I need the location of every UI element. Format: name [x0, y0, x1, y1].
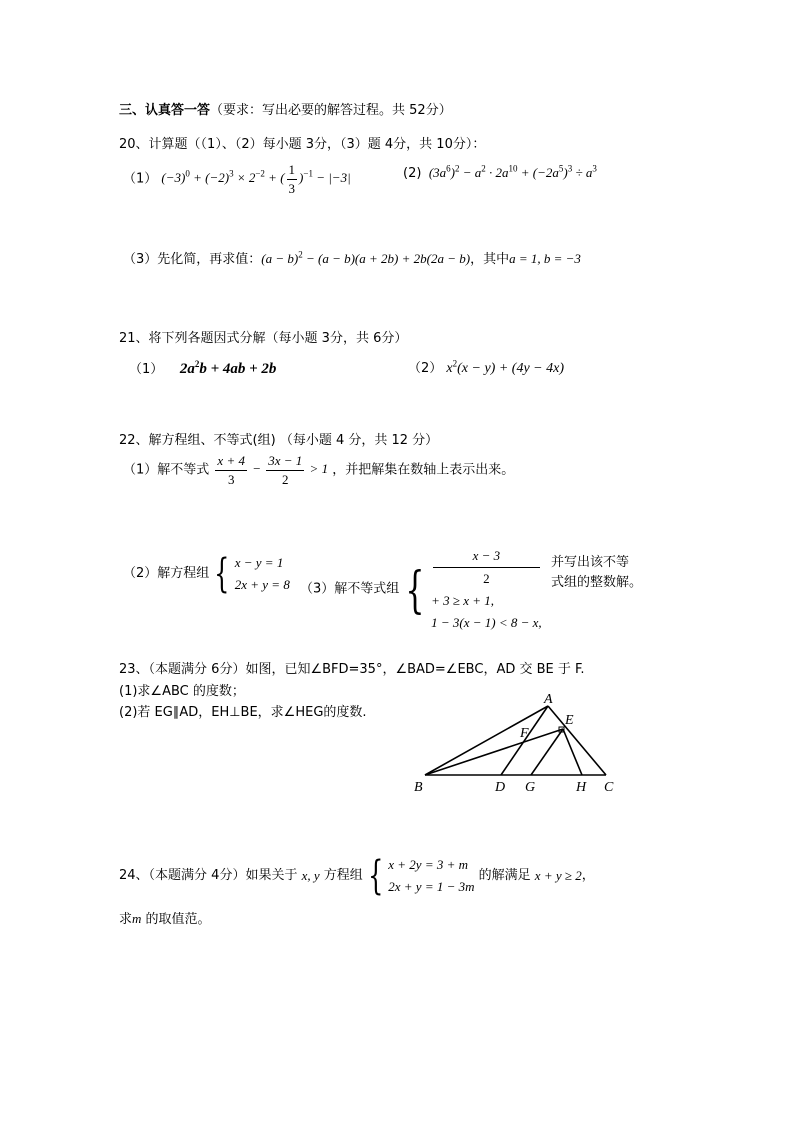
label-E: E [565, 713, 574, 728]
label-F: F [520, 726, 529, 741]
q21-expr1: $2a^2b + 4ab + 2b$ [179, 359, 277, 377]
q21-part1: （1） $2a^2b + 4ab + 2b$ [129, 359, 277, 377]
q22-system2: x − y = 1 2x + y = 8 [234, 555, 290, 592]
brace-icon: { [405, 560, 425, 619]
q20-part2: (2) $(3a^6)^2 - a^2 \cdot 2a^{10} + (-2a^5)^3 \div a^3$ [403, 163, 597, 181]
q24-condition: x + y ≥ 2 [534, 868, 582, 883]
q22-header: 22、解方程组、不等式(组) （每小题 4 分，共 12 分） [119, 433, 439, 448]
section-title [119, 103, 452, 119]
q21-header: 21、将下列各题因式分解（每小题 3分，共 6分） [119, 331, 408, 346]
q21-part2: （2） $x^2(x - y) + (4y - 4x)$ [408, 358, 564, 376]
q20-header: 20、计算题（（1）、（2）每小题 3分，（3）题 4分，共 10分）： [119, 137, 486, 152]
q22-part2: （2）解方程组 { x − y = 1 2x + y = 8 [123, 551, 290, 597]
q22-part3: （3）解不等式组 { x − 3 2 + 3 ≥ x + 1, 1 − 3(x − 1) < 8 − x, [300, 545, 542, 634]
q22-expr1: $\frac{x + 4}{3}$ − $\frac{3x - 1}{2}$ > 1 [217, 453, 329, 487]
brace-icon: { [367, 853, 384, 899]
triangle-figure [408, 690, 628, 796]
label-H: H [576, 780, 587, 795]
q23-part1: (1)求∠ABC 的度数； [119, 684, 245, 699]
label-G: G [525, 780, 536, 795]
q24-line1: 24、（本题满分 4分）如果关于 x, y 方程组 { x + 2y = 3 + m 2x + y = 1 − 3m 的解满足 x + y ≥ 2， [119, 853, 595, 899]
q20-expr1: $(-3)^0 + (-2)^3 \times 2^{-2}$ + ( $\frac{1}{3}$ )$^{-1}$ − |−3| [161, 162, 351, 196]
q22-part3-note: 并写出该不等 式组的整数解。 [551, 555, 643, 590]
q24-vars: x, y [301, 868, 320, 883]
label-C: C [604, 780, 614, 795]
q24-line2: 求m 的取值范。 [119, 911, 211, 927]
label-A: A [544, 692, 553, 707]
q22-part1: （1）解不等式 $\frac{x + 4}{3}$ − $\frac{3x - 1}{2}$ > 1 ，并把解集在数轴上表示出来。 [123, 453, 515, 487]
brace-icon: { [214, 551, 230, 597]
label-B: B [414, 780, 423, 795]
q20-values: a = 1, b = −3 [509, 251, 581, 266]
q20-expr3: $(a - b)^2 - (a - b)(a + 2b) + 2b(2a - b)$ [261, 249, 471, 266]
q23-part2: (2)若 EG∥AD，EH⊥BE，求∠HEG的度数. [119, 705, 367, 720]
q21-expr2: $x^2(x - y) + (4y - 4x)$ [446, 358, 564, 376]
section-title-main: 三、认真答一答 [119, 103, 211, 118]
q24-system: x + 2y = 3 + m 2x + y = 1 − 3m [388, 857, 475, 894]
q20-part3: （3）先化简，再求值：$(a - b)^2 - (a - b)(a + 2b) + 2b(2a - b)$，其中a = 1, b = −3 [123, 249, 581, 267]
q23-header: 23、（本题满分 6分）如图，已知∠BFD=35°，∠BAD=∠EBC，AD 交 BE 于 F. [119, 662, 585, 677]
q22-system3: x − 3 2 + 3 ≥ x + 1, 1 − 3(x − 1) < 8 − x, [431, 545, 542, 634]
section-title-note: （要求：写出必要的解答过程。共 52分） [210, 103, 452, 118]
q20-expr2: $(3a^6)^2 - a^2 \cdot 2a^{10} + (-2a^5)^3 \div a^3$ [425, 163, 597, 180]
label-D: D [495, 780, 506, 795]
q20-part1: （1） $(-3)^0 + (-2)^3 \times 2^{-2}$ + ( $\frac{1}{3}$ )$^{-1}$ − |−3| [123, 162, 351, 196]
